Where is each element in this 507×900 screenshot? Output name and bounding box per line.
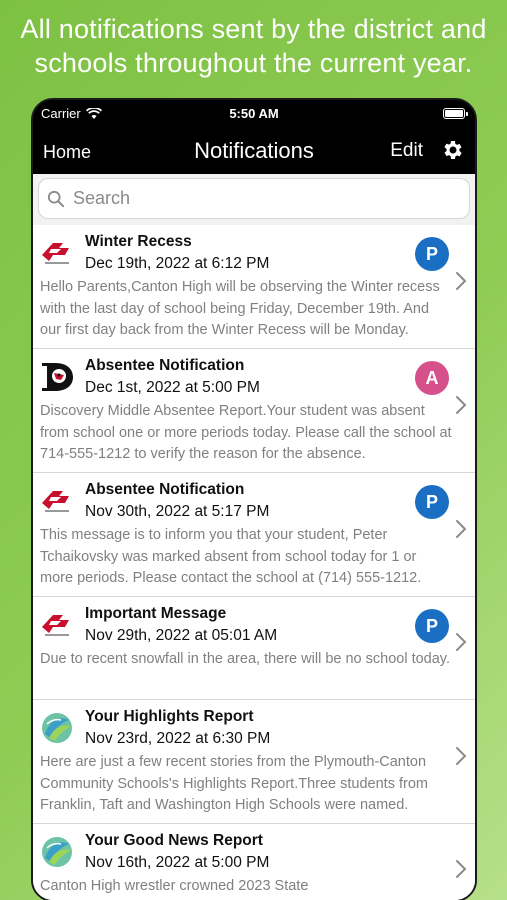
notification-title: Absentee Notification xyxy=(85,357,245,374)
content-area xyxy=(33,174,475,900)
status-bar xyxy=(33,100,475,126)
notification-date: Nov 16th, 2022 at 5:00 PM xyxy=(85,854,270,871)
notification-row[interactable] xyxy=(33,597,475,700)
status-time: 5:50 AM xyxy=(229,106,279,121)
canton-logo-icon xyxy=(39,607,75,643)
chevron-right-icon xyxy=(455,632,467,652)
notification-row[interactable] xyxy=(33,700,475,824)
edit-button[interactable]: Edit xyxy=(390,140,423,161)
sender-badge: A xyxy=(415,361,449,395)
gear-icon[interactable] xyxy=(441,138,465,162)
nav-bar xyxy=(33,126,475,174)
chevron-right-icon xyxy=(455,519,467,539)
notification-title: Your Highlights Report xyxy=(85,708,254,725)
page-title: Notifications xyxy=(194,138,314,163)
notification-date: Dec 19th, 2022 at 6:12 PM xyxy=(85,255,270,272)
headline: All notifications sent by the district and schools throughout the current year. xyxy=(20,14,487,78)
notification-title: Absentee Notification xyxy=(85,481,245,498)
notification-date: Nov 23rd, 2022 at 6:30 PM xyxy=(85,730,271,747)
notification-body: This message is to inform you that your student, Peter Tchaikovsky was marked absent from school today for 1 or more periods. Please contact the school at (714) 555-1212. xyxy=(40,527,422,586)
phone-frame xyxy=(31,98,477,900)
chevron-right-icon xyxy=(455,271,467,291)
notification-date: Nov 30th, 2022 at 5:17 PM xyxy=(85,503,270,520)
chevron-right-icon xyxy=(455,746,467,766)
district-logo-icon xyxy=(39,834,75,870)
search-input[interactable] xyxy=(38,178,470,219)
notification-body: Here are just a few recent stories from the Plymouth-Canton Community Schools's Highlights Report.Three students from Franklin, Taft and Washington High Schools were named. xyxy=(40,754,428,813)
notification-body: Discovery Middle Absentee Report.Your student was absent from school one or more periods today. Please call the school at 714-555-1212 to verify the reason for the absence. xyxy=(40,403,452,462)
notification-body: Canton High wrestler crowned 2023 State xyxy=(40,878,309,894)
district-logo-icon xyxy=(39,710,75,746)
chevron-right-icon xyxy=(455,395,467,415)
carrier-label: Carrier xyxy=(41,106,81,121)
search-icon xyxy=(47,190,65,208)
home-button[interactable]: Home xyxy=(43,142,92,162)
canton-logo-icon xyxy=(39,235,75,271)
notification-date: Nov 29th, 2022 at 05:01 AM xyxy=(85,627,278,644)
battery-icon xyxy=(443,108,465,119)
notification-row[interactable] xyxy=(33,824,475,900)
notification-date: Dec 1st, 2022 at 5:00 PM xyxy=(85,379,260,396)
notification-row[interactable] xyxy=(33,225,475,349)
chevron-right-icon xyxy=(455,859,467,879)
notification-row[interactable] xyxy=(33,349,475,473)
notification-body: Hello Parents,Canton High will be observing the Winter recess with the last day of school being Friday, December 19th. And our first day back from the Winter Recess will be Monday. xyxy=(40,279,440,338)
notification-title: Your Good News Report xyxy=(85,832,263,849)
sender-badge: P xyxy=(415,237,449,271)
notification-title: Important Message xyxy=(85,605,227,622)
sender-badge: P xyxy=(415,485,449,519)
canton-logo-icon xyxy=(39,483,75,519)
notification-body: Due to recent snowfall in the area, there will be no school today. xyxy=(40,651,450,667)
discovery-logo-icon xyxy=(39,359,75,395)
notification-title: Winter Recess xyxy=(85,233,192,250)
sender-badge: P xyxy=(415,609,449,643)
search-bar xyxy=(33,174,475,225)
search-placeholder: Search xyxy=(73,188,131,208)
notification-list xyxy=(33,225,475,900)
notification-row[interactable] xyxy=(33,473,475,597)
